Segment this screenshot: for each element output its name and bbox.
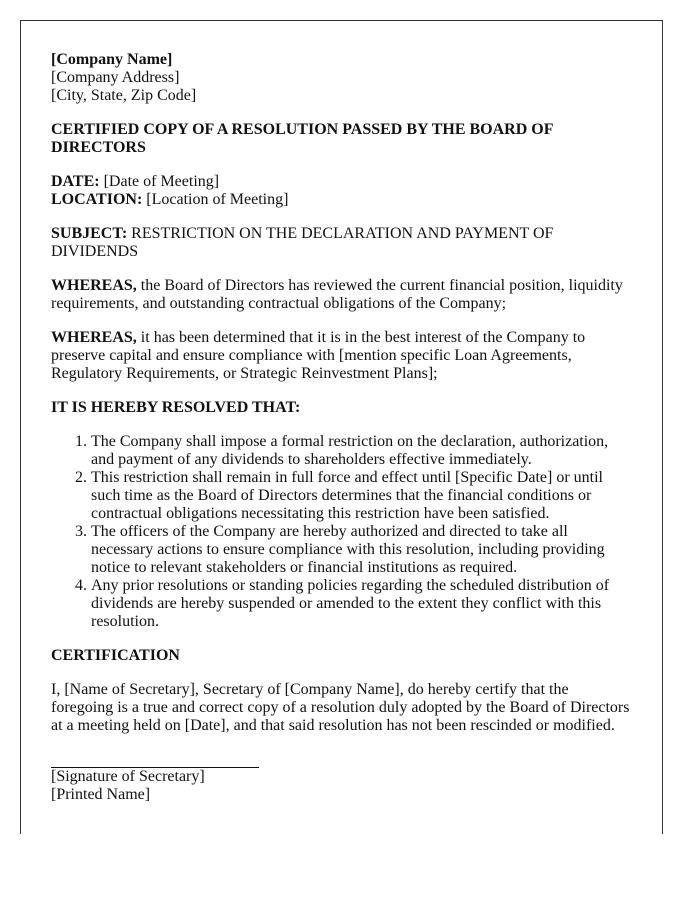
resolution-item: 1. The Company shall impose a formal restriction on the declaration, authorization, and payment of any dividends to shareholders effective immediately.: [91, 433, 632, 469]
resolution-item: 4. Any prior resolutions or standing policies regarding the scheduled distribution of dividends are hereby suspended or amended to the extent they conflict with this resolution.: [91, 577, 632, 631]
certification-text: I, [Name of Secretary], Secretary of [Company Name], do hereby certify that the foregoing is a true and correct copy of a resolution duly adopted by the Board of Directors at a meeting held on [Date], and that said resolution has not been rescinded or modified.: [51, 681, 630, 734]
resolution-item: 3. The officers of the Company are hereby authorized and directed to take all necessary actions to ensure compliance with this resolution, including providing notice to relevant stakeholders or financial institutions as required.: [91, 523, 632, 577]
printed-name-label: [Printed Name]: [51, 786, 151, 803]
location-value: [Location of Meeting]: [142, 191, 289, 208]
meeting-info: [51, 173, 632, 209]
document-title: CERTIFIED COPY OF A RESOLUTION PASSED BY THE BOARD OF DIRECTORS: [51, 121, 553, 156]
document-body: [51, 21, 632, 804]
date-label: DATE:: [51, 173, 100, 190]
company-name: [Company Name]: [51, 51, 173, 68]
resolutions-list: [51, 433, 632, 631]
whereas-text: it has been determined that it is in the best interest of the Company to preserve capital and ensure compliance with [mention specific Loan Agreements, Regulatory Requirements, or Strategic Reinvestment Plans];: [51, 329, 586, 382]
company-address: [Company Address]: [51, 69, 180, 86]
whereas-clause-2: [51, 329, 632, 383]
whereas-text: the Board of Directors has reviewed the current financial position, liquidity requirements, and outstanding contractual obligations of the Company;: [51, 277, 623, 312]
subject-line: [51, 225, 632, 261]
subject-value: RESTRICTION ON THE DECLARATION AND PAYMENT OF DIVIDENDS: [51, 225, 554, 260]
location-label: LOCATION:: [51, 191, 143, 208]
date-value: [Date of Meeting]: [99, 173, 220, 190]
company-header: [51, 51, 632, 105]
document-page: [20, 20, 663, 834]
subject-label: SUBJECT:: [51, 225, 128, 242]
city-state-zip: [City, State, Zip Code]: [51, 87, 197, 104]
resolved-heading: IT IS HEREBY RESOLVED THAT:: [51, 399, 301, 416]
whereas-clause-1: [51, 277, 632, 313]
certification-heading: CERTIFICATION: [51, 647, 180, 664]
resolution-item: 2. This restriction shall remain in full force and effect until [Specific Date] or until such time as the Board of Directors determines that the financial conditions or contractual obligations necessitating this restriction have been satisfied.: [91, 469, 632, 523]
signature-block: [51, 767, 632, 804]
whereas-label: WHEREAS,: [51, 329, 137, 346]
whereas-label: WHEREAS,: [51, 277, 137, 294]
signature-label: [Signature of Secretary]: [51, 768, 205, 785]
